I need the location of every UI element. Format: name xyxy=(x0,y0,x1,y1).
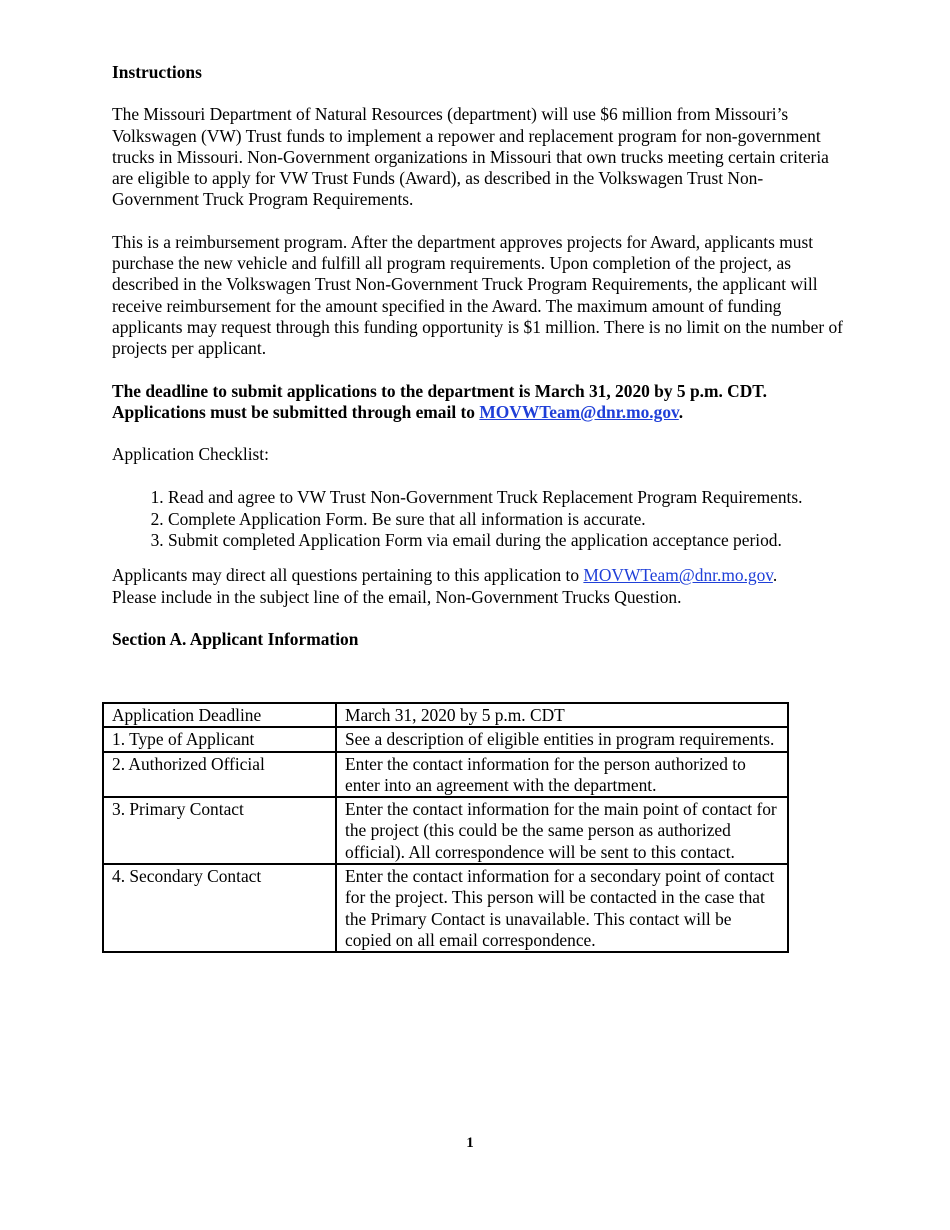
deadline-line-2-prefix: Applications must be submitted through email to xyxy=(112,401,480,422)
instructions-paragraph-2: This is a reimbursement program. After the department approves projects for Award, applicants must purchase the new vehicle and fulfill all program requirements. Upon completion of the project, as described in the Volkswagen Trust Non-Government Truck Program Requirements, the applicant will receive reimbursement for the amount specified in the Award. The maximum amount of funding applicants may request through this funding opportunity is $1 million. There is no limit on the number of projects per applicant. xyxy=(112,231,843,359)
checklist-list xyxy=(112,487,847,551)
questions-prefix: Applicants may direct all questions pertaining to this application to xyxy=(112,565,584,586)
table-cell-label: 4. Secondary Contact xyxy=(103,864,336,952)
deadline-notice xyxy=(112,381,847,424)
table-cell-label: 2. Authorized Official xyxy=(103,752,336,798)
document-body xyxy=(112,62,847,650)
table-cell-label: Application Deadline xyxy=(103,703,336,727)
table-cell-value: Enter the contact information for the person authorized to enter into an agreement with the department. xyxy=(336,752,788,798)
table-cell-value: Enter the contact information for the main point of contact for the project (this could be the same person as authorized official). All correspondence will be sent to this contact. xyxy=(336,797,788,864)
instructions-heading: Instructions xyxy=(112,62,202,82)
deadline-line-2-suffix: . xyxy=(678,401,684,422)
deadline-line-1: The deadline to submit applications to the department is March 31, 2020 by 5 p.m. CDT. xyxy=(112,380,767,401)
questions-email-link[interactable]: MOVWTeam@dnr.mo.gov xyxy=(583,565,773,586)
table-cell-label: 1. Type of Applicant xyxy=(103,727,336,751)
table-row xyxy=(103,797,788,864)
table-cell-value: March 31, 2020 by 5 p.m. CDT xyxy=(336,703,788,727)
table-row xyxy=(103,703,788,727)
section-a-heading: Section A. Applicant Information xyxy=(112,628,359,649)
table-row xyxy=(103,752,788,798)
instructions-paragraph-1: The Missouri Department of Natural Resources (department) will use $6 million from Missouri’s Volkswagen (VW) Trust funds to implement a repower and replacement program for non-government trucks in Missouri. Non-Government organizations in Missouri that own trucks meeting certain criteria are eligible to apply for VW Trust Funds (Award), as described in the Volkswagen Trust Non-Government Truck Program Requirements. xyxy=(112,104,829,210)
questions-paragraph xyxy=(112,565,847,608)
checklist-item: 2. Complete Application Form. Be sure that all information is accurate. xyxy=(168,509,847,530)
table-cell-value: Enter the contact information for a secondary point of contact for the project. This person will be contacted in the case that the Primary Contact is unavailable. This contact will be copied on all email correspondence. xyxy=(336,864,788,952)
table-row xyxy=(103,864,788,952)
table-row xyxy=(103,727,788,751)
page-number: 1 xyxy=(466,1135,474,1151)
checklist-item: 3. Submit completed Application Form via email during the application acceptance period. xyxy=(168,530,847,551)
questions-suffix: . xyxy=(772,565,778,586)
table-cell-label: 3. Primary Contact xyxy=(103,797,336,864)
checklist-title: Application Checklist: xyxy=(112,444,269,465)
checklist-item: 1. Read and agree to VW Trust Non-Government Truck Replacement Program Requirements. xyxy=(168,487,847,508)
table-cell-value: See a description of eligible entities in program requirements. xyxy=(336,727,788,751)
deadline-email-link[interactable]: MOVWTeam@dnr.mo.gov xyxy=(479,401,679,422)
applicant-information-table xyxy=(102,702,789,953)
questions-line-2: Please include in the subject line of the email, Non-Government Trucks Question. xyxy=(112,586,682,607)
